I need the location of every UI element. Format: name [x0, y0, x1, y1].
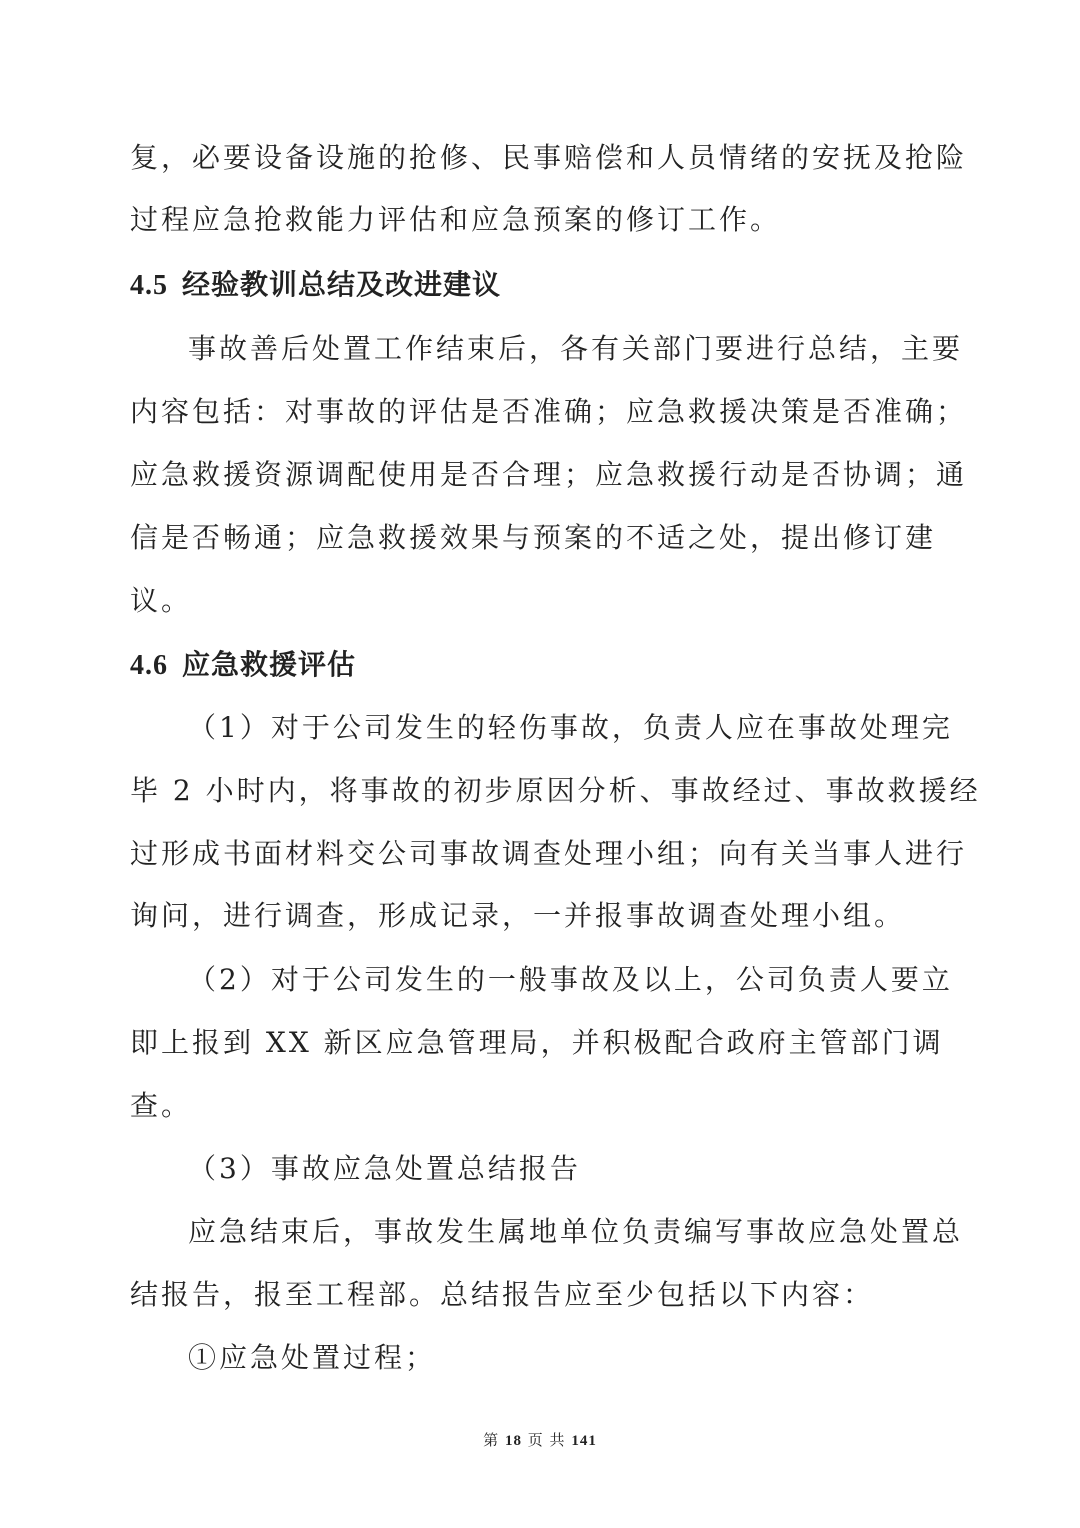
paragraph-line: （1）对于公司发生的轻伤事故，负责人应在事故处理完 [188, 711, 953, 744]
section-number: 4.6 [130, 650, 168, 681]
paragraph-line: 应急救援资源调配使用是否合理；应急救援行动是否协调；通 [130, 458, 968, 491]
section-title: 经验教训总结及改进建议 [182, 268, 502, 301]
footer-total-pages: 141 [571, 1433, 597, 1449]
paragraph-line: 即上报到 XX 新区应急管理局，并积极配合政府主管部门调 [130, 1026, 944, 1059]
paragraph-line: 应急结束后，事故发生属地单位负责编写事故应急处置总 [188, 1215, 964, 1248]
paragraph-line: 信是否畅通；应急救援效果与预案的不适之处，提出修订建 [130, 521, 937, 554]
footer-middle: 页 共 [527, 1431, 566, 1449]
section-title: 应急救援评估 [182, 648, 357, 681]
section-heading-4-5 [130, 265, 501, 306]
page-footer [0, 1430, 1080, 1451]
paragraph-line: （2）对于公司发生的一般事故及以上，公司负责人要立 [188, 963, 953, 996]
section-number: 4.5 [130, 270, 168, 301]
paragraph-line: 结报告，报至工程部。总结报告应至少包括以下内容： [130, 1278, 875, 1311]
paragraph-line: 过形成书面材料交公司事故调查处理小组；向有关当事人进行 [130, 837, 968, 870]
paragraph-line: 议。 [130, 584, 193, 617]
paragraph-line: 询问，进行调查，形成记录，一并报事故调查处理小组。 [130, 899, 906, 932]
paragraph-line: 复，必要设备设施的抢修、民事赔偿和人员情绪的安抚及抢险 [130, 141, 968, 174]
paragraph-line: 过程应急抢救能力评估和应急预案的修订工作。 [130, 203, 782, 236]
paragraph-line: ①应急处置过程； [188, 1341, 437, 1374]
section-heading-4-6 [130, 645, 356, 686]
paragraph-line: 查。 [130, 1089, 193, 1122]
paragraph-line: 内容包括：对事故的评估是否准确；应急救援决策是否准确； [130, 395, 968, 428]
footer-prefix: 第 [483, 1431, 500, 1449]
paragraph-line: 毕 2 小时内，将事故的初步原因分析、事故经过、事故救援经 [130, 774, 981, 807]
paragraph-line: （3）事故应急处置总结报告 [188, 1152, 581, 1185]
footer-page-number: 18 [504, 1433, 522, 1449]
paragraph-line: 事故善后处置工作结束后，各有关部门要进行总结，主要 [188, 332, 964, 365]
